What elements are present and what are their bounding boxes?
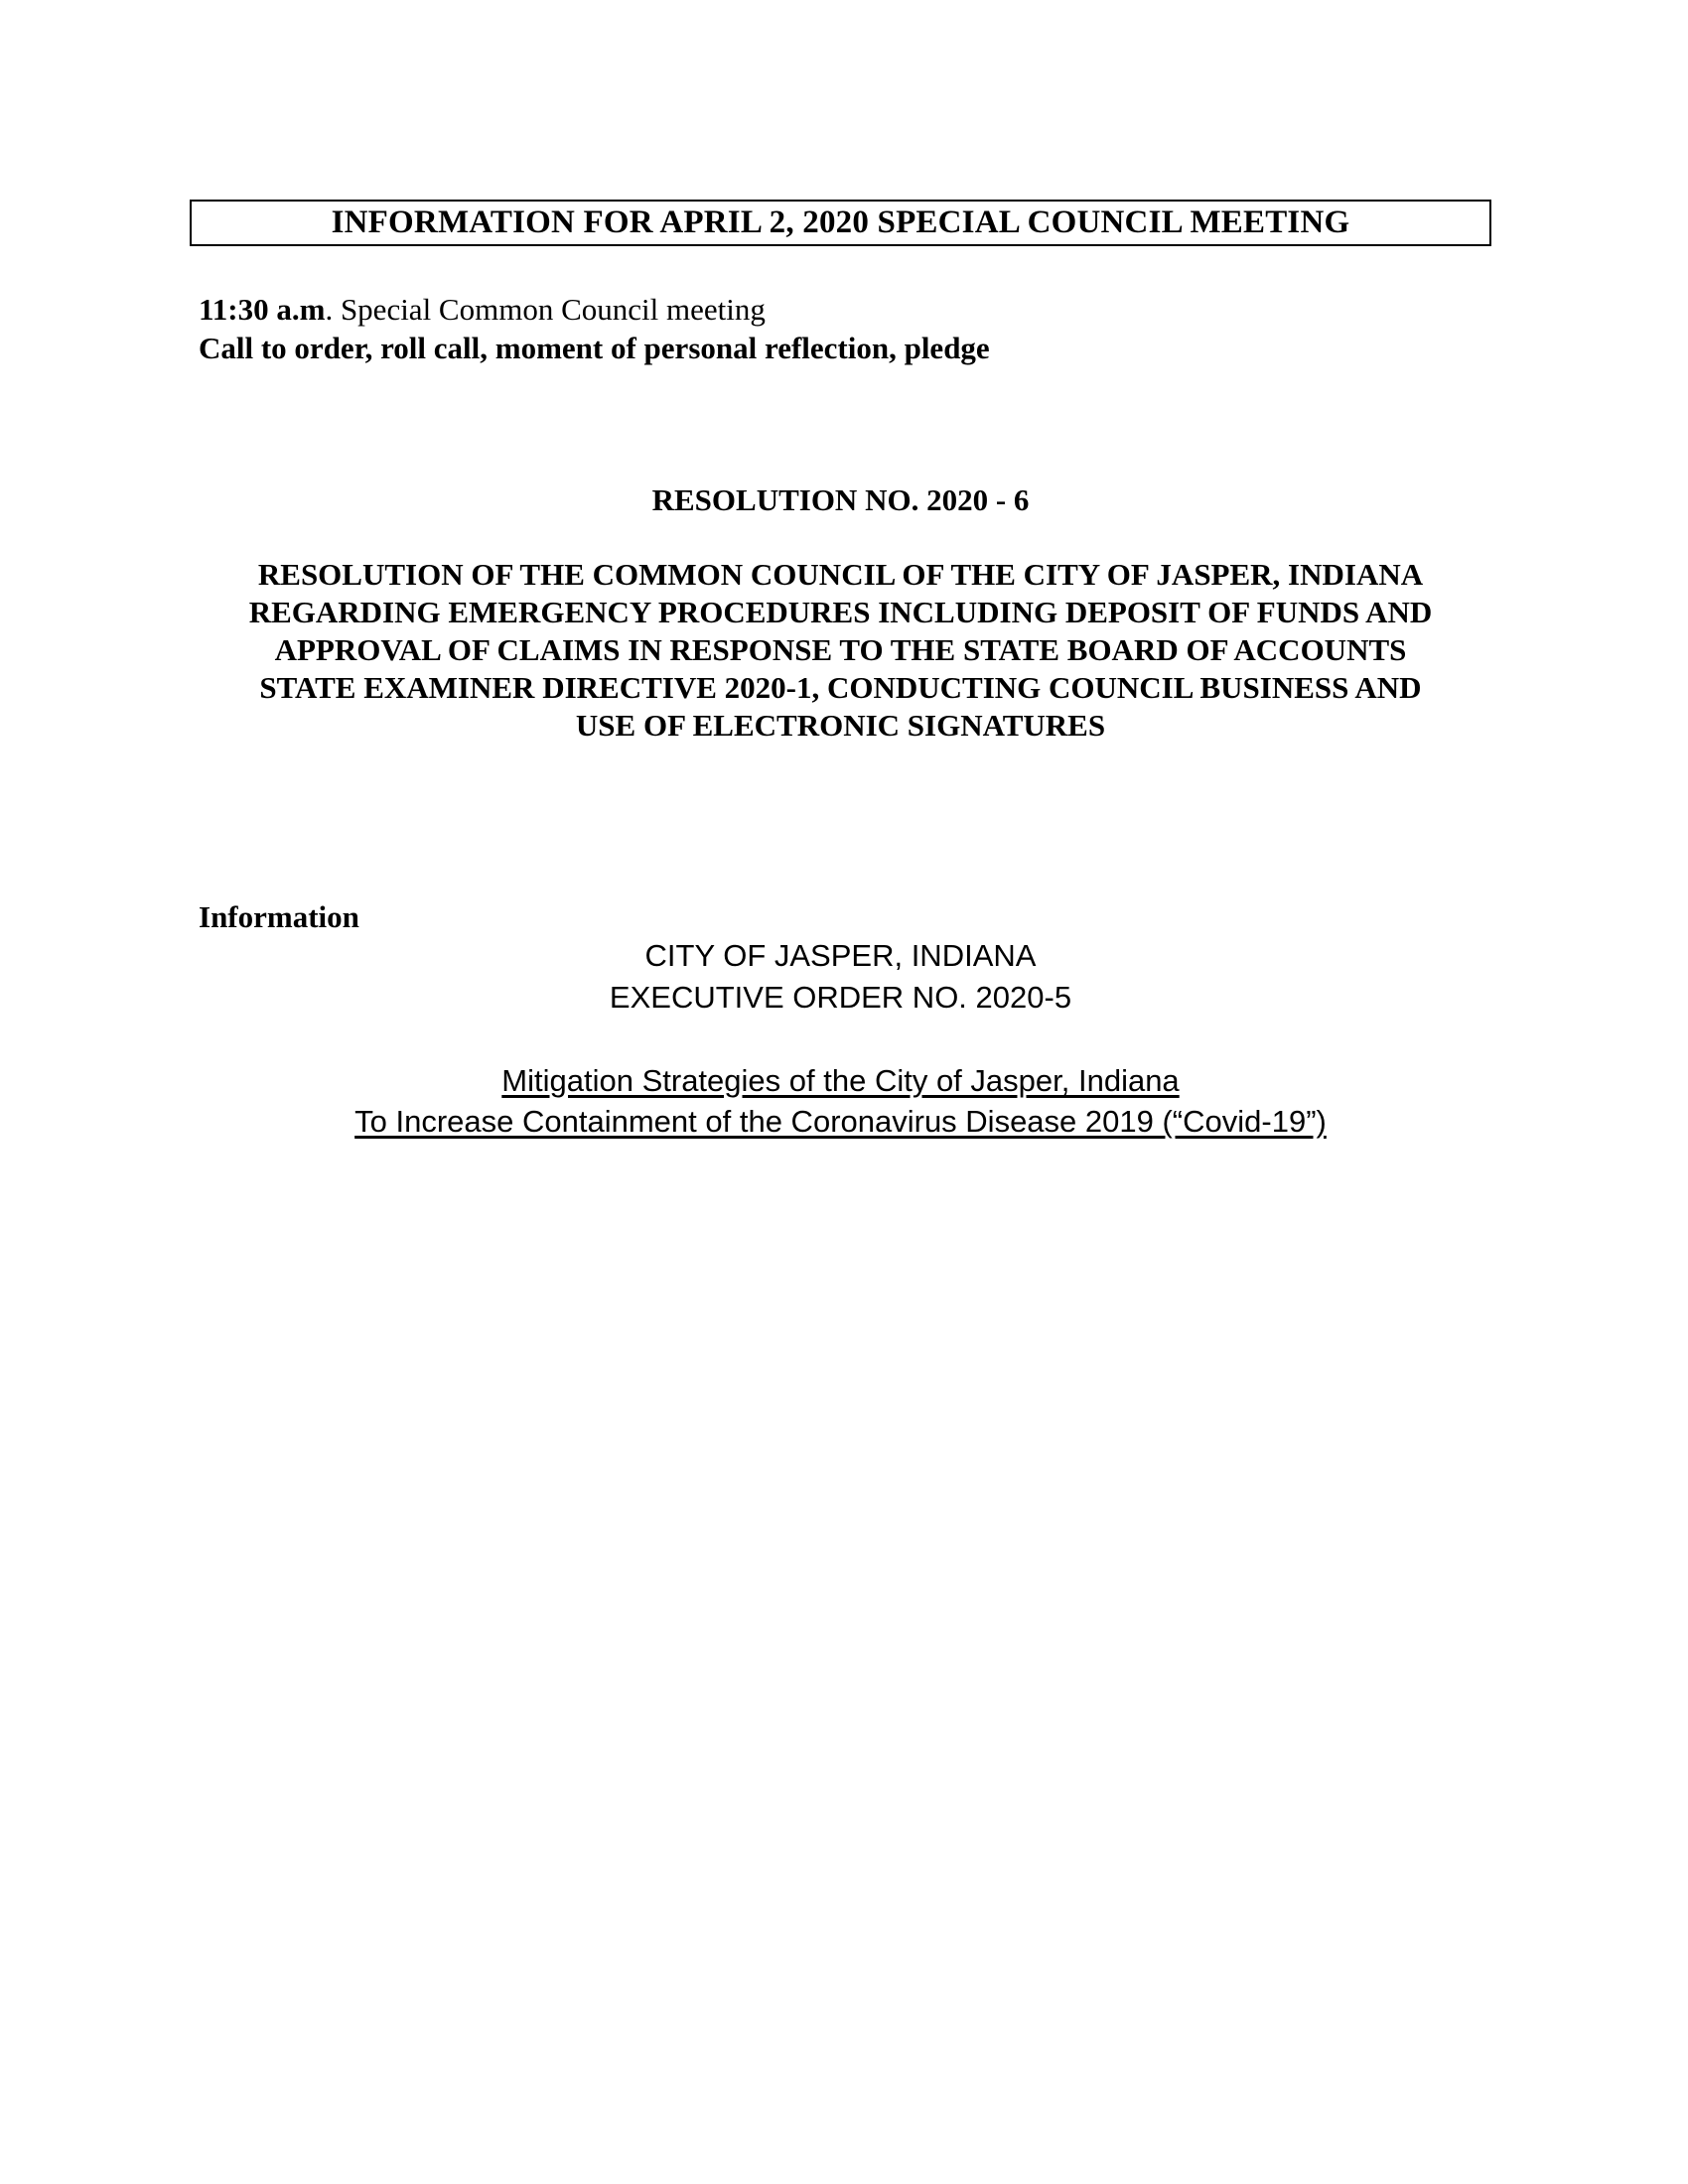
header-box: [190, 200, 1491, 246]
executive-order-number: EXECUTIVE ORDER NO. 2020-5: [609, 980, 1072, 1015]
resolution-title-line: APPROVAL OF CLAIMS IN RESPONSE TO THE STATE BOARD OF ACCOUNTS: [274, 632, 1407, 667]
resolution-title-line: USE OF ELECTRONIC SIGNATURES: [575, 708, 1106, 743]
resolution-title-line: RESOLUTION OF THE COMMON COUNCIL OF THE CITY OF JASPER, INDIANA: [257, 557, 1424, 592]
order-of-business: Call to order, roll call, moment of personal reflection, pledge: [199, 331, 990, 365]
executive-order-subtitle-line: Mitigation Strategies of the City of Jasper, Indiana: [501, 1063, 1180, 1098]
resolution-title: [190, 556, 1491, 745]
header-title: INFORMATION FOR APRIL 2, 2020 SPECIAL COUNCIL MEETING: [331, 205, 1350, 240]
meeting-description: . Special Common Council meeting: [325, 292, 766, 327]
meeting-time-line: [199, 292, 766, 328]
meeting-time: 11:30 a.m: [199, 292, 326, 327]
resolution-title-line: REGARDING EMERGENCY PROCEDURES INCLUDING DEPOSIT OF FUNDS AND: [248, 595, 1433, 629]
resolution-number: RESOLUTION NO. 2020 - 6: [651, 482, 1030, 517]
executive-order-subtitle: [190, 1060, 1491, 1142]
resolution-title-line: STATE EXAMINER DIRECTIVE 2020-1, CONDUCTING COUNCIL BUSINESS AND: [259, 670, 1422, 705]
information-label: Information: [199, 899, 359, 934]
executive-order-subtitle-line: To Increase Containment of the Coronavirus Disease 2019 (“Covid-19”): [354, 1104, 1327, 1139]
executive-order-city: CITY OF JASPER, INDIANA: [644, 938, 1037, 973]
